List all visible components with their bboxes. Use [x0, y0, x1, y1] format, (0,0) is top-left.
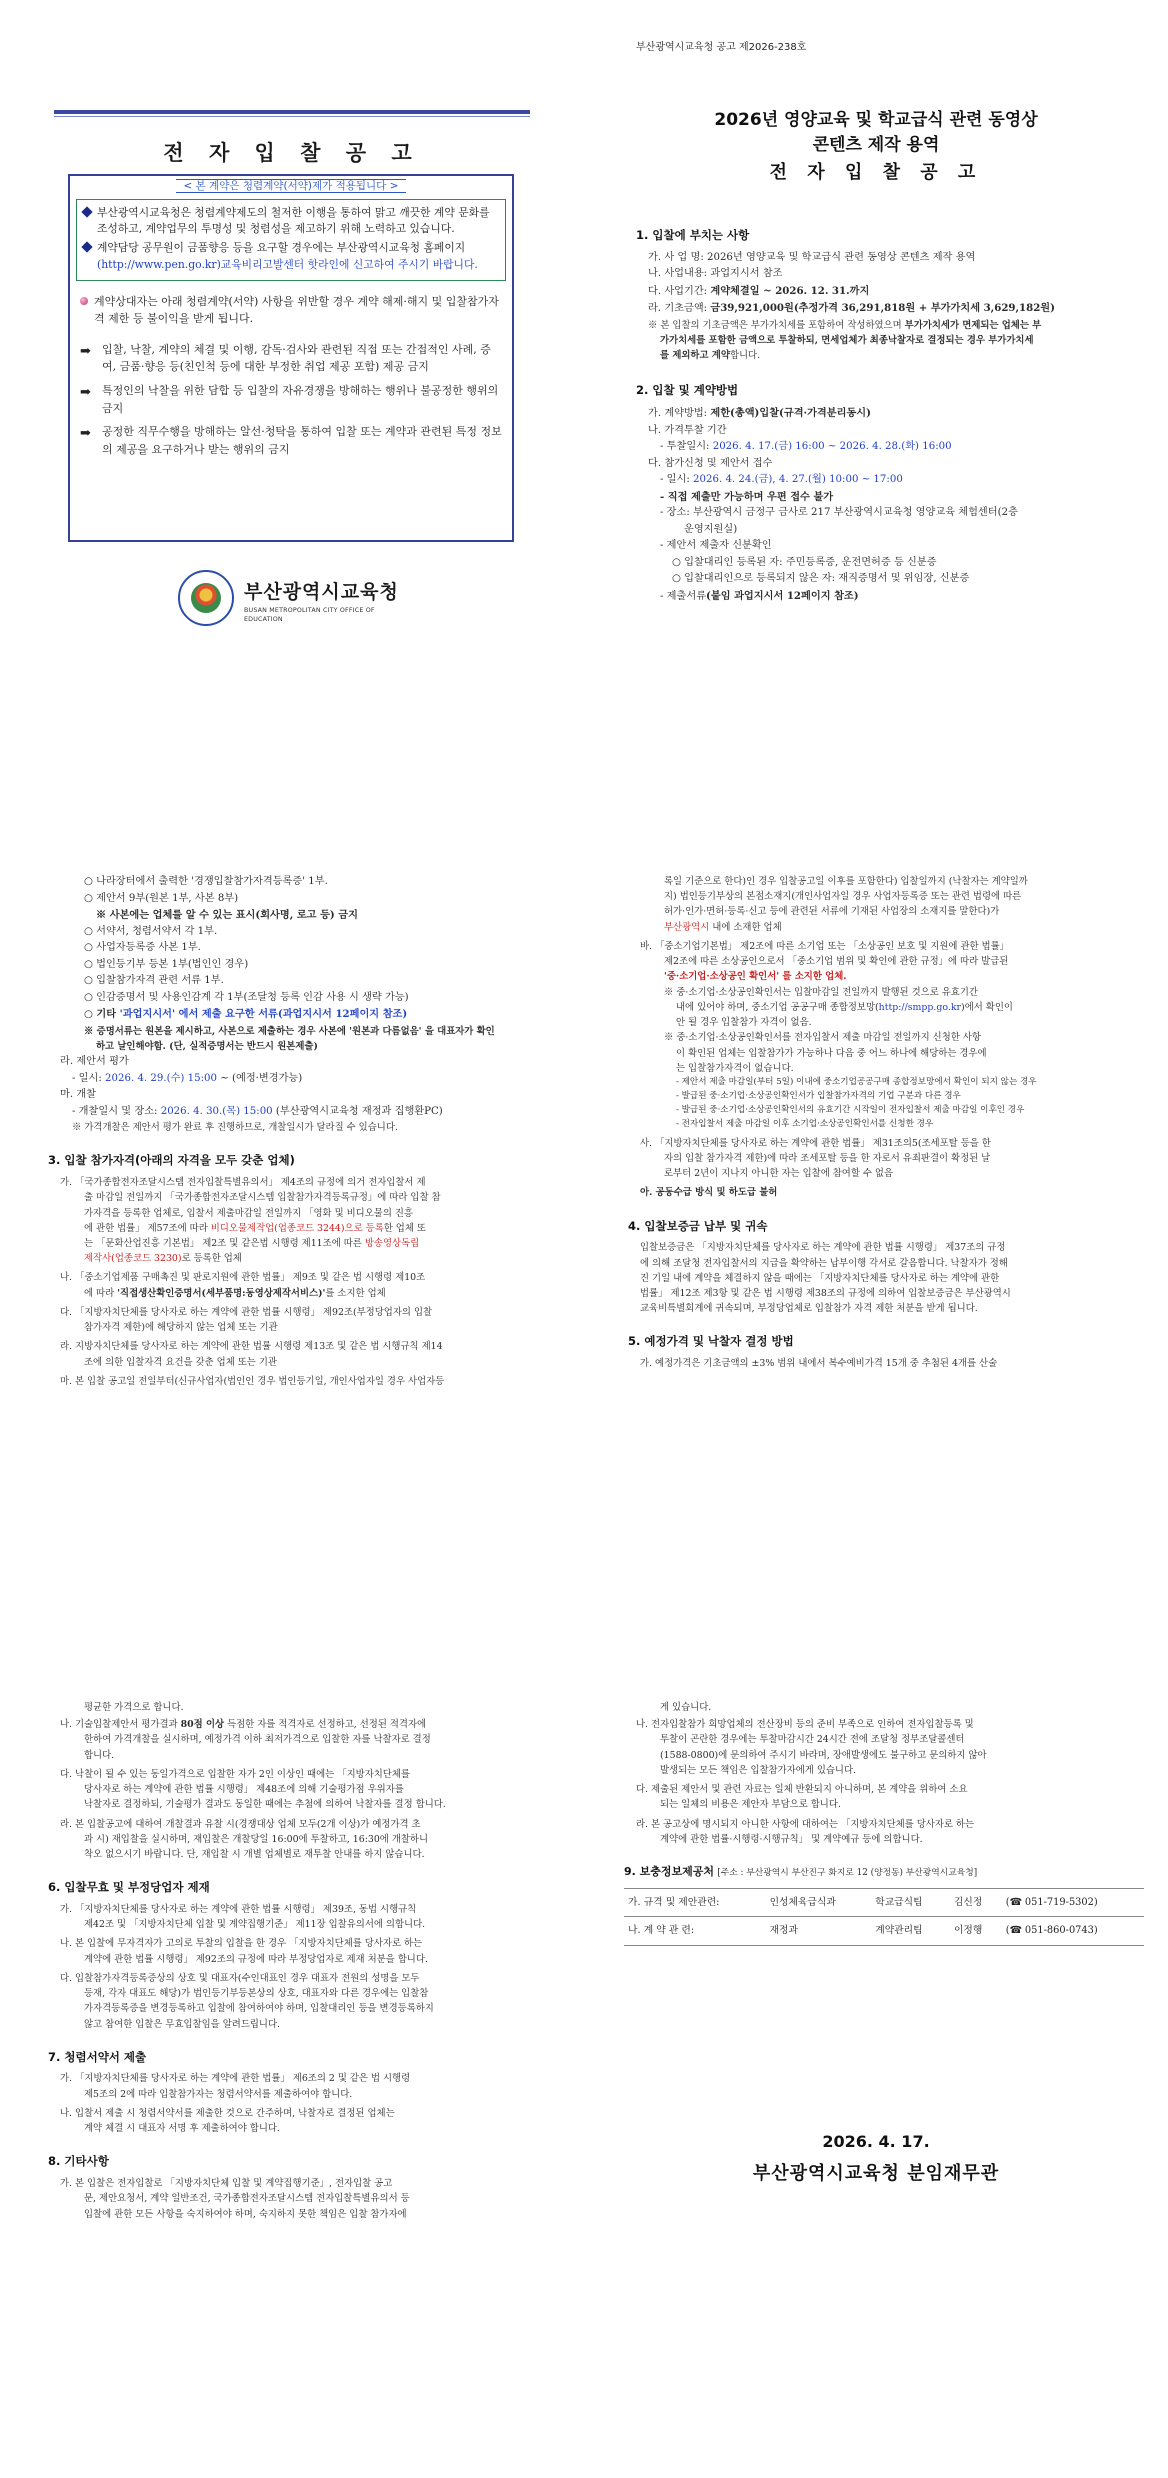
- homepage-link[interactable]: (http://www.pen.go.kr)교육비리고발센터 핫라인에 신고하여 주시기 바랍니다.: [97, 257, 478, 271]
- integrity-item: 계약담당 공무원이 금품향응 등을 요구할 경우에는 부산광역시교육청 홈페이지 (http://www.pen.go.kr)교육비리고발센터 핫라인에 신고하여 주시기 바랍니다.: [83, 240, 499, 273]
- contact-row: 가. 규격 및 제안관련: 인성체육급식과 학교급식팀 김신정 (☎ 051-719-5302): [624, 1888, 1144, 1917]
- cover-title: 전 자 입 찰 공 고: [163, 141, 421, 165]
- section-heading: 7. 청렴서약서 제출: [48, 2049, 147, 2064]
- section-heading: 8. 기타사항: [48, 2154, 109, 2169]
- violation-item: ➡ 특정인의 낙찰을 위한 담합 등 입찰의 자유경쟁을 방해하는 행위나 불공정한 행위의 금지: [80, 383, 499, 415]
- section-heading: 3. 입찰 참가자격(아래의 자격을 모두 갖춘 업체): [48, 1153, 295, 1168]
- publication-number: 부산광역시교육청 공고 제2026-238호: [636, 42, 807, 53]
- announcement-page-1: [584, 0, 1168, 826]
- integrity-frame: [68, 174, 514, 542]
- announcement-title: 2026년 영양교육 및 학교급식 관련 동영상 콘텐츠 제작 용역 전 자 입 찰 공 고: [714, 110, 1038, 184]
- diamond-bullet-icon: [81, 206, 92, 217]
- integrity-item: 부산광역시교육청은 청렴계약제도의 철저한 이행을 통하여 맑고 깨끗한 계약 문화를 조성하고, 계약업무의 투명성 및 청렴성을 제고하기 위해 노력하고 있습니다.: [83, 205, 499, 238]
- section-heading: 9. 보충정보제공처: [624, 1865, 715, 1879]
- header-rule: [54, 110, 530, 114]
- section-1-2: 1. 입찰에 부치는 사항 가. 사 업 명: 2026년 영양교육 및 학교급식 관련 동영상 콘텐츠 제작 용역 나. 사업내용: 과업지시서 참조 다. 사업기간: 계약체결일 ~ 2026. 12. 31.까지 라. 기초금액: 금39,921,000원(추정가격 36,291,818원 + 부가가치세 3,629,182원) ※ 본 입찰의 기초금액은 부가가치세를 포함하여 작성하였으며 부가가치세가 면제되는 업체는 부 가가치세를 포함한 금액으로 투찰하되, 면세업체가 최종낙찰자로 결정되는 경우 부가가치세 를 제외하고 계약합니다. 2. 입찰 및 계약방법 가. 계약방법: 제한(총액)입찰(규격·가격분리동시) 나. 가격투찰 기간 - 투찰일시: 2026. 4. 17.(금) 16:00 ~ 2026. 4. 28.(화) 16:00 다. 참가신청 및 제안서 접수 - 일시: 2026. 4. 24.(금), 4. 27.(월) 10:00 ~ 17:00 - 직접 제출만 가능하며 우편 접수 불가 - 장소: 부산광역시 금정구 금사로 217 부산광역시교육청 영양교육 체험센터(2층 운영지원실) - 제안서 제출자 신분확인 ○ 입찰대리인 등록된 자: 주민등록증, 운전면허증 등 신분증 ○ 입찰대리인으로 등록되지 않은 자: 재직증명서 및 위임장, 신분증 - 제출서류(붙임 과업지시서 12페이지 참조): [636, 212, 1136, 605]
- section-5-8: 평균한 가격으로 합니다. 나. 기술입찰제안서 평가결과 80점 이상 득점한 자를 적격자로 선정하고, 선정된 적격자에 한하여 가격개찰을 실시하며, 예정가격 이하 최저가격으로 입찰한 자를 낙찰자로 결정 합니다. 다. 낙찰이 될 수 있는 동일가격으로 입찰한 자가 2인 이상인 때에는 「지방자치단체를 당사자로 하는 계약에 관한 법률 시행령」 제48조에 의해 기술평가점 우위자를 낙찰자로 결정하되, 기술평가 결과도 동일한 때에는 추첨에 의하여 낙찰자를 결정 합니다. 라. 본 입찰공고에 대하여 개찰결과 유찰 시(경쟁대상 업체 모두(2개 이상)가 예정가격 초 과 시) 재입찰을 실시하며, 재입찰은 개찰당일 16:00에 투찰하고, 16:30에 개찰하니 착오 없으시기 바랍니다. 단, 재입찰 시 개별 업체별로 재투찰 안내를 하지 않습니다. 6. 입찰무효 및 부정당업자 제재 가. 「지방자치단체를 당사자로 하는 계약에 관한 법률 시행령」 제39조, 동법 시행규칙 제42조 및 「지방자치단체 입찰 및 계약집행기준」 제11장 입찰유의서에 의합니다. 나. 본 입찰에 무자격자가 고의로 투찰의 입찰을 한 경우 「지방자치단체를 당사자로 하는 계약에 관한 법률 시행령」 제92조의 규정에 따라 부정당업자로 제재 처분을 합니다. 다. 입찰참가자격등록증상의 상호 및 대표자(수인대표인 경우 대표자 전원의 성명을 모두 등재, 각자 대표도 해당)가 법인등기부등본상의 상호, 대표자와 다른 경우에는 입찰참 가자격등록증을 변경등록하고 입찰에 참여하여야 하며, 입찰대리인 등을 변경등록하지 않고 참여한 입찰은 무효입찰임을 알려드립니다. 7. 청렴서약서 제출 가. 「지방자치단체를 당사자로 하는 계약에 관한 법률」 제6조의 2 및 같은 법 시행령 제5조의 2에 따라 입찰참가자는 청렴서약서를 제출하여야 합니다. 나. 입찰서 제출 시 청렴서약서를 제출한 것으로 간주하며, 낙찰자로 결정된 업체는 계약 체결 시 대표자 서명 후 제출하여야 합니다. 8. 기타사항 가. 본 입찰은 전자입찰로 「지방자치단체 입찰 및 계약집행기준」, 전자입찰 공고 문, 제안요청서, 계약 일반조건, 국가종합전자조달시스템 전자입찰특별유의서 등 입찰에 관한 모든 사항을 숙지하여야 하며, 숙지하지 못한 책임은 입찰 참가자에: [48, 1700, 558, 2222]
- pink-dot-icon: [80, 297, 88, 305]
- announcement-date: 2026. 4. 17.: [822, 2132, 930, 2151]
- integrity-box: [76, 199, 506, 281]
- section-heading: 2. 입찰 및 계약방법: [636, 383, 739, 398]
- contact-row: 나. 계 약 관 련: 재정과 계약관리팀 이정행 (☎ 051-860-0743): [624, 1917, 1144, 1946]
- diamond-bullet-icon: [81, 242, 92, 253]
- announcement-page-3: [584, 826, 1168, 1652]
- seal-icon: [178, 570, 234, 626]
- section-heading: 4. 입찰보증금 납부 및 귀속: [628, 1218, 768, 1233]
- header-rule-thin: [54, 116, 530, 117]
- announcement-page-4: [0, 1652, 584, 2478]
- violation-item: ➡ 공정한 직무수행을 방해하는 알선·청탁을 통하여 입찰 또는 계약과 관련된 특정 정보의 제공을 요구하거나 받는 행위의 금지: [80, 425, 502, 456]
- integrity-notice: < 본 계약은 청렴계약(서약)제가 적용됩니다 >: [70, 179, 512, 195]
- logo-subtitle: BUSAN METROPOLITAN CITY OFFICE OF EDUCATION: [244, 607, 375, 624]
- announcement-page-5: [584, 1652, 1168, 2478]
- section-heading: 6. 입찰무효 및 부정당업자 제재: [48, 1880, 210, 1895]
- violation-item: ➡ 입찰, 낙찰, 계약의 체결 및 이행, 감독·검사와 관련된 직접 또는 간접적인 사례, 증여, 금품·향응 등(친인척 등에 대한 부정한 취업 제공 포함) 제공 금지: [80, 342, 491, 374]
- section-heading: 5. 예정가격 및 낙찰자 결정 방법: [628, 1334, 794, 1349]
- arrow-right-icon: ➡: [80, 384, 91, 400]
- section-3-5: 록일 기준으로 한다)인 경우 입찰공고일 이후를 포함한다) 입찰일까지 (낙찰자는 계약일까 지) 법인등기부상의 본점소재지(개인사업자일 경우 사업자등록증 또는 관련 법령에 따른 허가·인가·면허·등록·신고 등에 관련된 서류에 기재된 사업장의 소재지를 말한다)가 부산광역시 내에 소재한 업체 바. 「중소기업기본법」 제2조에 따른 소기업 또는 「소상공인 보호 및 지원에 관한 법률」 제2조에 따른 소상공인으로서 「중소기업 범위 및 확인에 관한 규정」에 따라 발급된 '중·소기업·소상공인 확인서' 를 소지한 업체. ※ 중·소기업·소상공인확인서는 입찰마감일 전일까지 발행된 것으로 유효기간 내에 있어야 하며, 중소기업 공공구매 종합정보망(http://smpp.go.kr)에서 확인이 안 될 경우 입찰참가 자격이 없음. ※ 중·소기업·소상공인확인서를 전자입찰서 제출 마감일 전일까지 신청한 사항 이 확인된 업체는 입찰참가가 가능하나 다음 중 어느 하나에 해당하는 경우에 는 입찰참가자격이 없습니다. - 제안서 제출 마감일(부터 5일) 이내에 중소기업공공구매 종합정보망에서 확인이 되지 않는 경우 - 발급된 중·소기업·소상공인확인서가 입찰참가자격의 기업 구분과 다른 경우 - 발급된 중·소기업·소상공인확인서의 유효기간 시작일이 전자입찰서 제출 마감일 이후인 경우 - 전자입찰서 제출 마감일 이후 소기업·소상공인확인서를 신청한 경우 사. 「지방자치단체를 당사자로 하는 계약에 관한 법률」 제31조의5(조세포탈 등을 한 자의 입찰 참가자격 제한)에 따라 조세포탈 등을 한 자로서 유죄판결이 확정된 날 로부터 2년이 지나지 아니한 자는 입찰에 참여할 수 없음 아. 공동수급 방식 및 하도급 불허 4. 입찰보증금 납부 및 귀속 입찰보증금은 「지방자치단체를 당사자로 하는 계약에 관한 법률 시행령」 제37조의 규정 에 의해 조달청 전자입찰서의 지급을 확약하는 납부이행 각서로 갈음합니다. 낙찰자가 정해 진 기일 내에 계약을 체결하지 않을 때에는 「지방자치단체를 당사자로 하는 계약에 관한 법률」 제12조 제3항 및 같은 법 시행령 제38조의 규정에 의하여 입찰보증금은 부산광역시 교육비특별회계에 귀속되며, 부정당업체로 입찰참가 자격 제한 처분을 받게 됩니다. 5. 예정가격 및 낙찰자 결정 방법 가. 예정가격은 기초금액의 ±3% 범위 내에서 복수예비가격 15개 중 추첨된 4개를 산술: [628, 874, 1148, 1371]
- violations-section: [80, 293, 502, 459]
- cover-page: [0, 0, 584, 826]
- logo-name: 부산광역시교육청: [244, 581, 399, 603]
- announcement-page-2: [0, 826, 584, 1652]
- violations-lead: 계약상대자는 아래 청렴계약(서약) 사항을 위반할 경우 계약 해제·해지 및 입찰참가자격 제한 등 불이익을 받게 됩니다.: [80, 293, 502, 327]
- section-heading: 1. 입찰에 부치는 사항: [636, 228, 750, 242]
- arrow-right-icon: ➡: [80, 426, 91, 442]
- office-logo: [178, 570, 408, 632]
- issuing-authority: 부산광역시교육청 분임재무관: [752, 2163, 1000, 2184]
- section-8-9: 게 있습니다. 나. 전자입찰참가 희망업체의 전산장비 등의 준비 부족으로 인하여 전자입찰등록 및 투찰이 곤란한 경우에는 투찰마감시간 24시간 전에 조달청 정부조달콜센터 (1588-0800)에 문의하여 주시기 바라며, 장애발생에도 불구하고 문의하지 않아 발생되는 모든 책임은 입찰참가자에게 있습니다. 다. 제출된 제안서 및 관련 자료는 일체 반환되지 아니하며, 본 계약을 위하여 소요 되는 일체의 비용은 제안자 부담으로 합니다. 라. 본 공고상에 명시되지 아니한 사항에 대하여는 「지방자치단체를 당사자로 하는 계약에 관한 법률·시행령·시행규칙」 및 계약예규 등에 의합니다. 9. 보충정보제공처 [주소 : 부산광역시 부산진구 화지로 12 (양정동) 부산광역시교육청] 가. 규격 및 제안관련: 인성체육급식과 학교급식팀 김신정 (☎ 051-719-5302) 나. 계 약 관 련: 재정과 계약관리팀 이정행 (☎ 051-860-0743): [624, 1700, 1144, 1946]
- section-2-3: ○ 나라장터에서 출력한 '경쟁입찰참가자격등록증' 1부. ○ 제안서 9부(원본 1부, 사본 8부) ※ 사본에는 업체를 알 수 있는 표시(회사명, 로고 등) 금지 ○ 서약서, 청렴서약서 각 1부. ○ 사업자등록증 사본 1부. ○ 법인등기부 등본 1부(법인인 경우) ○ 입찰참가자격 관련 서류 1부. ○ 인감증명서 및 사용인감계 각 1부(조달청 등록 인감 사용 시 생략 가능) ○ 기타 '과업지시서' 에서 제출 요구한 서류(과업지시서 12페이지 참조) ※ 증명서류는 원본을 제시하고, 사본으로 제출하는 경우 사본에 '원본과 다름없음' 을 대표자가 확인 하고 날인해야함. (단, 실적증명서는 반드시 원본제출) 라. 제안서 평가 - 일시: 2026. 4. 29.(수) 15:00 ~ (예정·변경가능) 마. 개찰 - 개찰일시 및 장소: 2026. 4. 30.(목) 15:00 (부산광역시교육청 재정과 집행환PC) ※ 가격개찰은 제안서 평가 완료 후 진행하므로, 개찰일시가 달라질 수 있습니다. 3. 입찰 참가자격(아래의 자격을 모두 갖춘 업체) 가. 「국가종합전자조달시스템 전자입찰특별유의서」 제4조의 규정에 의거 전자입찰서 제 출 마감일 전일까지 「국가종합전자조달시스템 입찰참가자격등록규정」에 따라 입찰 참 가자격을 등록한 업체로, 입찰서 제출마감일 전일까지 「영화 및 비디오물의 진흥 에 관한 법률」 제57조에 따라 비디오물제작업(업종코드 3244)으로 등록한 업체 또 는 「문화산업진흥 기본법」 제2조 및 같은법 시행령 제11조에 따른 방송영상독립 제작사(업종코드 3230)로 등록한 업체 나. 「중소기업제품 구매촉진 및 판로지원에 관한 법률」 제9조 및 같은 법 시행령 제10조 에 따라 '직접생산확인증명서(세부품명:동영상제작서비스)'를 소지한 업체 다. 「지방자치단체를 당사자로 하는 계약에 관한 법률 시행령」 제92조(부정당업자의 입찰 참가자격 제한)에 해당하지 않는 업체 또는 기관 라. 지방자치단체를 당사자로 하는 계약에 관한 법률 시행령 제13조 및 같은 법 시행규칙 제14 조에 의한 입찰자격 요건을 갖춘 업체 또는 기관 마. 본 입찰 공고일 전일부터(신규사업자(법인인 경우 법인등기일, 개인사업자일 경우 사업자등: [48, 874, 558, 1389]
- contact-table: [624, 1888, 1144, 1947]
- arrow-right-icon: ➡: [80, 343, 91, 359]
